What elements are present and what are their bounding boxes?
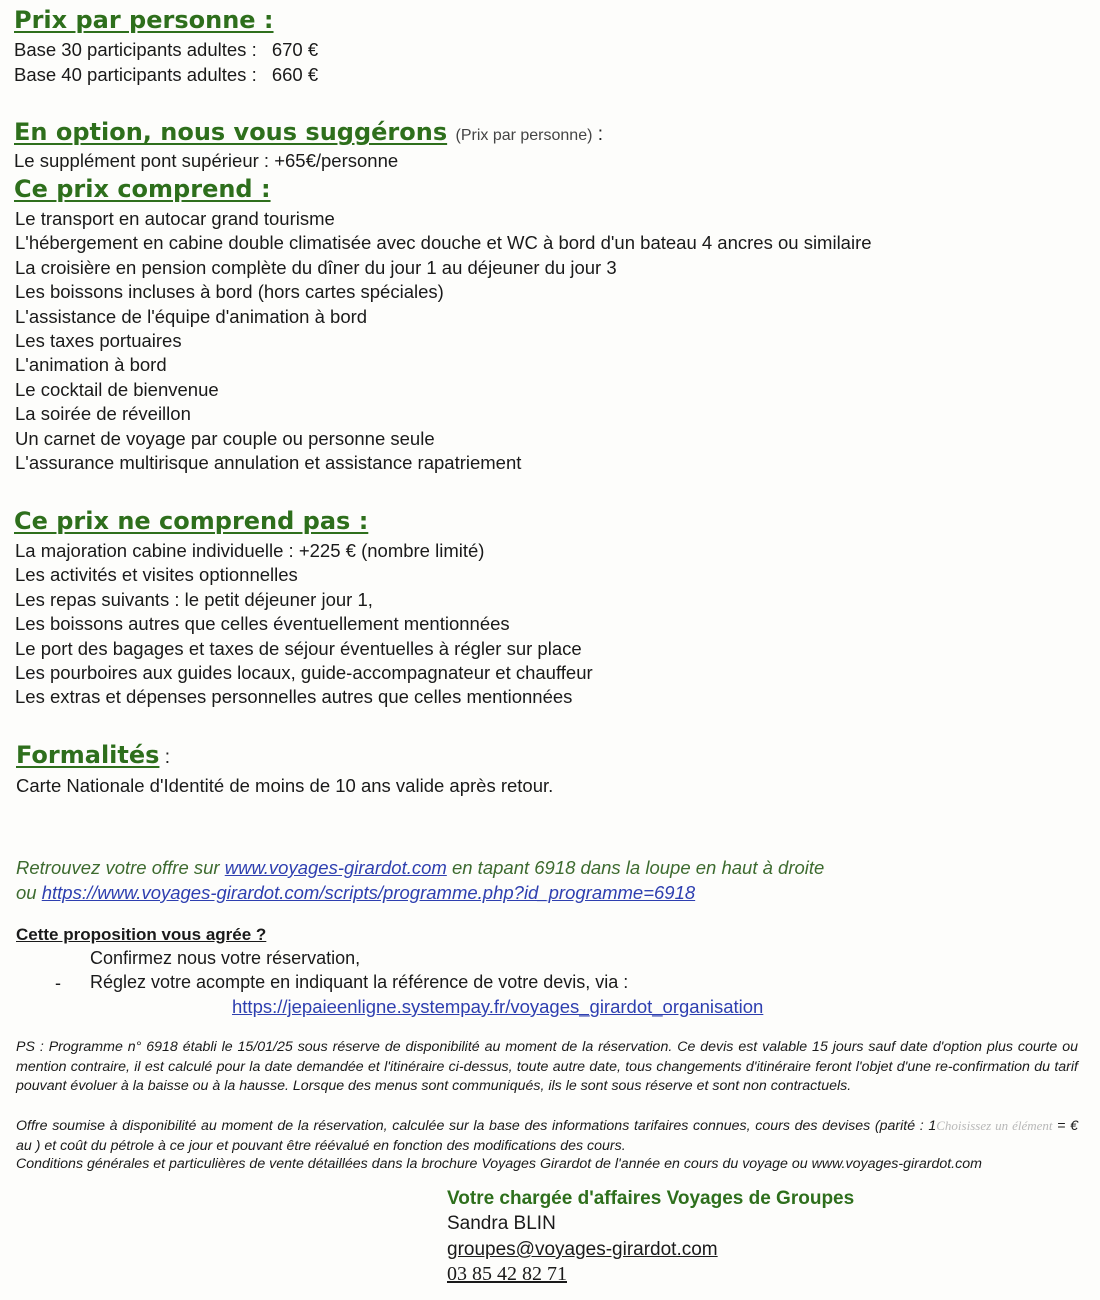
list-item: Le cocktail de bienvenue xyxy=(15,378,219,400)
cta-step-confirm: Confirmez nous votre réservation, xyxy=(90,948,361,968)
list-item: Le transport en autocar grand tourisme xyxy=(15,208,335,229)
online-line1-prefix: Retrouvez votre offre sur xyxy=(16,857,225,878)
ps-offer-text-end: = € au ) et coût du pétrole à ce jour et pouvant être réévalué en fonction des modifications des cours. xyxy=(16,1118,1079,1154)
list-item: Les boissons autres que celles éventuellement mentionnées xyxy=(15,613,510,635)
list-item: Le port des bagages et taxes de séjour éventuelles à régler sur place xyxy=(15,637,582,659)
ps-offer-text: Offre soumise à disponibilité au moment de la réservation, calculée sur la base des informations tarifaires connues, cours des devises (parité : 1 xyxy=(16,1118,937,1134)
list-item: Un carnet de voyage par couple ou personne seule xyxy=(15,427,435,449)
includes-heading-text: Ce prix comprend : xyxy=(14,175,271,203)
list-item: La croisière en pension complète du dîner du jour 1 au déjeuner du jour 3 xyxy=(15,256,617,278)
prices-list xyxy=(14,37,318,87)
payment-link[interactable]: https://jepaieenligne.systempay.fr/voyages_girardot_organisation xyxy=(232,996,764,1017)
cta-step-payment: Réglez votre acompte en indiquant la référence de votre devis, via : xyxy=(90,972,629,992)
formalities-heading-suffix: : xyxy=(159,747,170,768)
ps-conditions: Conditions générales et particulières de vente détaillées dans la brochure Voyages Girardot de l'année en cours du voyage ou www.voyages-girardot.com xyxy=(16,1156,982,1172)
ps-offer-paragraph xyxy=(16,1116,1078,1156)
includes-list xyxy=(15,207,872,475)
program-link[interactable]: https://www.voyages-girardot.com/scripts/programme.php?id_programme=6918 xyxy=(41,882,696,903)
price-line-40 xyxy=(14,62,318,87)
options-heading xyxy=(14,118,603,146)
online-program-line xyxy=(16,880,695,905)
price-value: 660 € xyxy=(271,64,319,85)
includes-heading xyxy=(14,175,271,203)
prices-heading-text: Prix par personne : xyxy=(14,6,274,34)
options-heading-suffix: : xyxy=(592,124,603,145)
online-offer-line xyxy=(16,855,824,880)
prices-heading xyxy=(14,6,274,34)
list-item: Les repas suivants : le petit déjeuner jour 1, xyxy=(15,588,373,610)
excludes-heading-text: Ce prix ne comprend pas : xyxy=(14,507,369,535)
list-item: Les taxes portuaires xyxy=(15,330,182,352)
price-label: Base 40 participants adultes : xyxy=(14,64,257,85)
list-item: L'assistance de l'équipe d'animation à bord xyxy=(15,305,368,327)
formalities-heading xyxy=(16,741,170,769)
list-item: Les boissons incluses à bord (hors cartes spéciales) xyxy=(15,281,444,303)
list-item: Les pourboires aux guides locaux, guide-accompagnateur et chauffeur xyxy=(15,662,593,684)
option-line: Le supplément pont supérieur : +65€/personne xyxy=(14,150,399,171)
signature-name: Sandra BLIN xyxy=(447,1213,556,1234)
website-link[interactable]: www.voyages-girardot.com xyxy=(224,857,447,878)
online-line2-prefix: ou xyxy=(16,882,42,903)
list-item: Les extras et dépenses personnelles autres que celles mentionnées xyxy=(15,686,573,708)
list-item: La majoration cabine individuelle : +225 € (nombre limité) xyxy=(15,540,485,561)
list-item: L'animation à bord xyxy=(15,354,167,376)
price-line-30 xyxy=(14,37,318,62)
options-heading-text: En option, nous vous suggérons xyxy=(14,118,448,146)
list-item: L'assurance multirisque annulation et assistance rapatriement xyxy=(15,452,522,474)
online-line1-suffix: en tapant 6918 dans la loupe en haut à droite xyxy=(446,857,825,878)
formalities-heading-text: Formalités xyxy=(16,741,160,769)
cta-title: Cette proposition vous agrée ? xyxy=(16,925,267,944)
list-item: L'hébergement en cabine double climatisée avec douche et WC à bord d'un bateau 4 ancres ou similaire xyxy=(15,232,872,254)
ps-paragraph: PS : Programme n° 6918 établi le 15/01/25 sous réserve de disponibilité au moment de la réservation. Ce devis est valable 15 jours sauf date d'option plus courte ou mention contraire, il est calculé pour la date demandée et l'itinéraire ci-dessus, toute autre date, tous changements d'itinéraire feront l'objet d'une re-confirmation du tarif pouvant évoluer à la baisse ou à la hausse. Lorsque des menus sont communiqués, ils le sont sous réserve et sont non contractuels. xyxy=(16,1039,1078,1094)
excludes-heading xyxy=(14,507,368,535)
excludes-list xyxy=(15,539,593,710)
cta-bullet: - xyxy=(55,973,61,993)
list-item: Les activités et visites optionnelles xyxy=(15,564,298,586)
price-value: 670 € xyxy=(271,39,319,60)
signature-phone: 03 85 42 82 71 xyxy=(447,1263,567,1285)
price-label: Base 30 participants adultes : xyxy=(14,39,257,60)
signature-title: Votre chargée d'affaires Voyages de Groupes xyxy=(447,1188,855,1209)
signature-email-link[interactable]: groupes@voyages-girardot.com xyxy=(447,1239,718,1260)
formalities-text: Carte Nationale d'Identité de moins de 10 ans valide après retour. xyxy=(16,775,554,796)
list-item: La soirée de réveillon xyxy=(15,403,191,425)
options-heading-note: (Prix par personne) xyxy=(455,127,593,144)
ps-choose-element-field[interactable]: Choisissez un élément xyxy=(936,1118,1053,1133)
